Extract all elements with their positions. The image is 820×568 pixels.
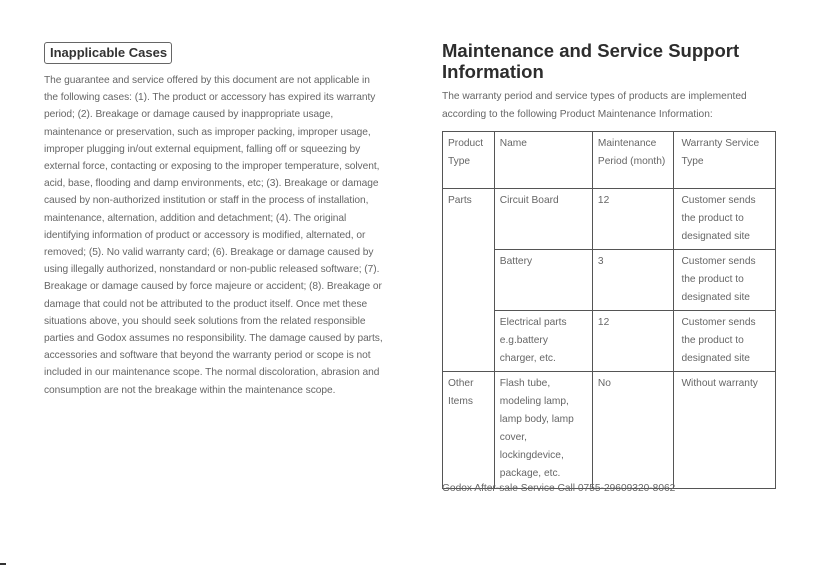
section-title-inapplicable-cases: Inapplicable Cases	[44, 42, 172, 64]
cell-name: Flash tube, modeling lamp, lamp body, lamp cover, lockingdevice, package, etc.	[494, 372, 592, 489]
table-header-row	[443, 132, 776, 189]
page-corner-mark	[0, 563, 6, 565]
after-sale-service-call: Godox After-sale Service Call 0755-29609320-8062	[442, 483, 676, 494]
intro-paragraph: The warranty period and service types of products are implemented according to the following Product Maintenance Information:	[442, 91, 747, 120]
cell-name: Electrical parts e.g.battery charger, etc.	[494, 311, 592, 372]
cell-name: Circuit Board	[494, 189, 592, 250]
cell-service-type: Without warranty	[674, 372, 776, 489]
cell-period: 3	[592, 250, 674, 311]
cell-name: Battery	[494, 250, 592, 311]
header-name: Name	[494, 132, 592, 189]
maintenance-info-table	[442, 131, 776, 489]
page-title: Maintenance and Service Support Information	[442, 40, 740, 82]
cell-product-type-other: Other Items	[443, 372, 495, 489]
header-warranty-service-type: Warranty Service Type	[674, 132, 776, 189]
left-page	[44, 0, 389, 568]
table-row	[443, 372, 776, 489]
cell-product-type-parts: Parts	[443, 189, 495, 372]
cell-service-type: Customer sends the product to designated site	[674, 311, 776, 372]
header-maintenance-period: Maintenance Period (month)	[592, 132, 674, 189]
header-product-type: Product Type	[443, 132, 495, 189]
cell-service-type: Customer sends the product to designated site	[674, 250, 776, 311]
cell-period: 12	[592, 311, 674, 372]
right-page	[442, 0, 782, 568]
inapplicable-cases-body: The guarantee and service offered by this document are not applicable in the following cases: (1). The product or accessory has expired its warranty period; (2). Breakage or damage caused by inappropriate usage, maintenance or preservation, such as improper packing, improper usage, improper plugging in/out external equipment, falling off or squeezing by external force, contacting or exposing to the improper temperature, solvent, acid, base, flooding and damp environments, etc; (3). Breakage or damage caused by non-authorized institution or staff in the process of installation, maintenance, alternation, addition and detachment; (4). The original identifying information of product or accessory is modified, alternated, or removed; (5). No valid warranty card; (6). Breakage or damage caused by using illegally authorized, nonstandard or non-public released software; (7). Breakage or damage caused by force majeure or accident; (8). Breakage or damage that could not be attributed to the product itself. Once met these situations above, you should seek solutions from the related responsible parties and Godox assumes no responsibility. The damage caused by parts, accessories and software that beyond the warranty period or scope is not included in our maintenance scope. The normal discoloration, abrasion and consumption are not the breakage within the maintenance scope.	[44, 75, 383, 396]
cell-period: No	[592, 372, 674, 489]
table-row	[443, 189, 776, 250]
cell-service-type: Customer sends the product to designated site	[674, 189, 776, 250]
cell-period: 12	[592, 189, 674, 250]
